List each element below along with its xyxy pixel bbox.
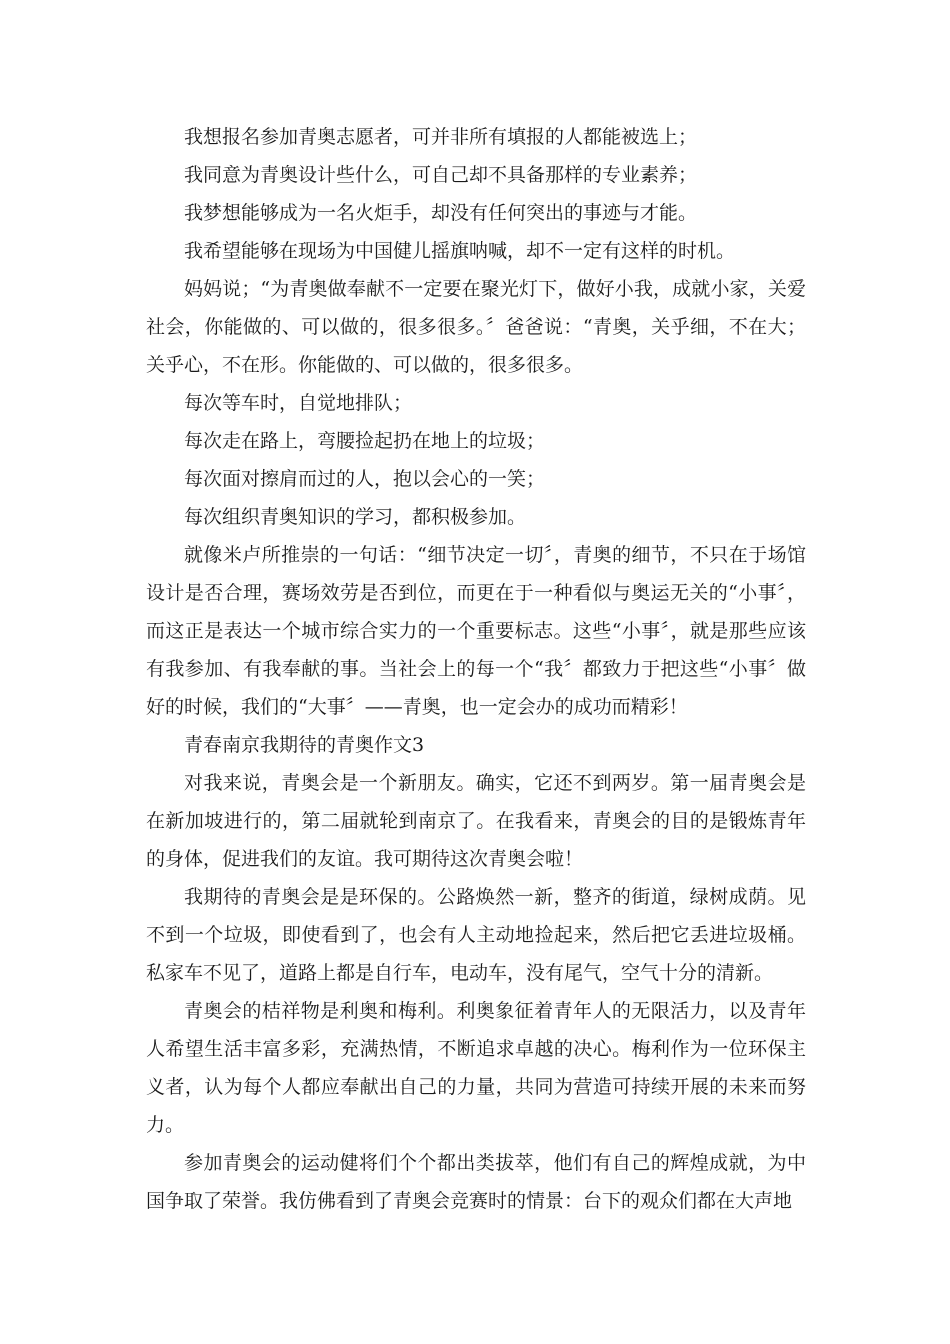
paragraph: 每次面对擦肩而过的人，抱以会心的一笑； [184,468,546,490]
paragraph: 参加青奥会的运动健将们个个都出类拔萃，他们有自己的辉煌成就，为中国争取了荣誉。我仿佛看到了青奥会竞赛时的情景：台下的观众们都在大声地 [146,1152,806,1212]
paragraph: 每次走在路上，弯腰捡起扔在地上的垃圾； [184,430,546,452]
paragraph: 我想报名参加青奥志愿者，可并非所有填报的人都能被选上； [184,126,698,148]
paragraph: 我期待的青奥会是是环保的。公路焕然一新，整齐的街道，绿树成荫。见不到一个垃圾，即使看到了，也会有人主动地捡起来，然后把它丢进垃圾桶。私家车不见了，道路上都是自行车，电动车，没有尾气，空气十分的清新。 [146,886,806,984]
paragraph: 对我来说，青奥会是一个新朋友。确实，它还不到两岁。第一届青奥会是在新加坡进行的，第二届就轮到南京了。在我看来，青奥会的目的是锻炼青年的身体，促进我们的友谊。我可期待这次青奥会啦！ [146,772,806,870]
document-body [146,118,806,1220]
paragraph: 妈妈说；“为青奥做奉献不一定要在聚光灯下，做好小我，成就小家，关爱社会，你能做的、可以做的，很多很多。〞爸爸说：“青奥，关乎细，不在大；关乎心，不在形。你能做的、可以做的，很多很多。 [146,278,806,376]
section-heading: 青春南京我期待的青奥作文3 [184,734,425,756]
paragraph: 我梦想能够成为一名火炬手，却没有任何突出的事迹与才能。 [184,202,698,224]
paragraph: 就像米卢所推崇的一句话：“细节决定一切〞，青奥的细节，不只在于场馆设计是否合理，赛场效劳是否到位，而更在于一种看似与奥运无关的“小事〞，而这正是表达一个城市综合实力的一个重要标志。这些“小事〞，就是那些应该有我参加、有我奉献的事。当社会上的每一个“我〞都致力于把这些“小事〞做好的时候，我们的“大事〞——青奥，也一定会办的成功而精彩！ [146,544,806,718]
paragraph: 每次组织青奥知识的学习，都积极参加。 [184,506,527,528]
paragraph: 每次等车时，自觉地排队； [184,392,413,414]
paragraph: 我希望能够在现场为中国健儿摇旗呐喊，却不一定有这样的时机。 [184,240,736,262]
paragraph: 我同意为青奥设计些什么，可自己却不具备那样的专业素养； [184,164,698,186]
paragraph: 青奥会的桔祥物是利奥和梅利。利奥象征着青年人的无限活力，以及青年人希望生活丰富多彩，充满热情，不断追求卓越的决心。梅利作为一位环保主义者，认为每个人都应奉献出自己的力量，共同为营造可持续开展的未来而努力。 [146,1000,806,1136]
